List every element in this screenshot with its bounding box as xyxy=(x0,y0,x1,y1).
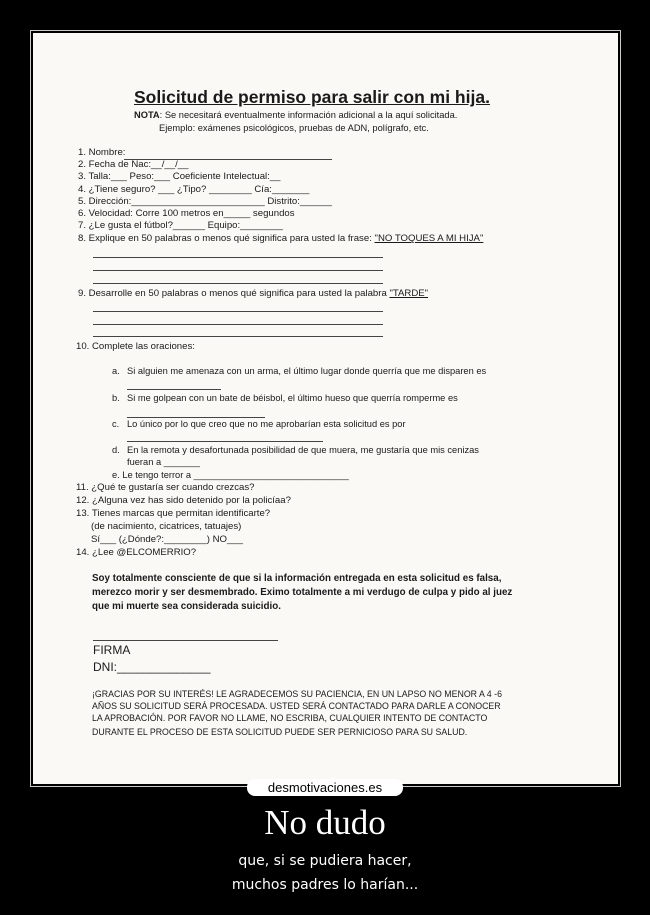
answer-line xyxy=(93,257,383,258)
declaration-line: merezco morir y ser desmembrado. Eximo totalmente a mi verdugo de culpa y pido al juez xyxy=(92,587,513,598)
item-9-text: 9. Desarrolle en 50 palabras o menos qué significa para usted la palabra xyxy=(78,288,387,299)
site-watermark: desmotivaciones.es xyxy=(247,779,403,796)
answer-line xyxy=(127,417,265,418)
item-8-phrase: "NO TOQUES A MI HIJA" xyxy=(374,233,484,244)
caption-title: No dudo xyxy=(264,803,386,842)
item-velocidad: 6. Velocidad: Corre 100 metros en_____ segundos xyxy=(78,208,295,219)
item-10a: Si alguien me amenaza con un arma, el último lugar donde querría que me disparen es xyxy=(127,366,487,376)
answer-line xyxy=(127,441,323,442)
item-direccion: 5. Dirección:_________________________ Distrito:______ xyxy=(78,196,332,207)
answer-line xyxy=(93,324,383,325)
answer-line xyxy=(127,389,221,390)
nota-line xyxy=(134,110,457,120)
signature-line xyxy=(93,640,278,641)
declaration-line: que mi muerte sea considerada suicidio. xyxy=(92,601,281,612)
item-10c: Lo único por lo que creo que no me aprobarían esta solicitud es por xyxy=(127,419,406,429)
closing-line: ¡GRACIAS POR SU INTERÉS! LE AGRADECEMOS SU PACIENCIA, EN UN LAPSO NO MENOR A 4 -6 xyxy=(92,689,502,699)
item-futbol: 7. ¿Le gusta el fútbol?______ Equipo:________ xyxy=(78,220,283,231)
item-8-text: 8. Explique en 50 palabras o menos qué significa para usted la frase: xyxy=(78,233,372,244)
form-paper xyxy=(33,33,618,784)
item-talla: 3. Talla:___ Peso:___ Coeficiente Intelectual:__ xyxy=(78,171,281,182)
item-9 xyxy=(78,288,428,299)
item-seguro: 4. ¿Tiene seguro? ___ ¿Tipo? ________ Cía:_______ xyxy=(78,184,310,195)
form-title: Solicitud de permiso para salir con mi hija. xyxy=(134,87,490,107)
answer-line xyxy=(93,270,383,271)
caption-line-1: que, si se pudiera hacer, xyxy=(238,853,412,869)
item-12: 12. ¿Alguna vez has sido detenido por la policíaa? xyxy=(76,495,291,506)
declaration-line: Soy totalmente consciente de que si la información entregada en esta solicitud es falsa, xyxy=(92,573,502,584)
item-10d-line1: En la remota y desafortunada posibilidad de que muera, me gustaría que mis cenizas xyxy=(127,445,479,455)
closing-line: DURANTE EL PROCESO DE ESTA SOLICITUD PUEDE SER PERNICIOSO PARA SU SALUD. xyxy=(92,727,468,737)
item-10d-letter: d. xyxy=(112,445,120,455)
item-10b-letter: b. xyxy=(112,393,120,403)
item-10: 10. Complete las oraciones: xyxy=(76,341,195,352)
item-nombre: 1. Nombre: xyxy=(78,147,126,158)
answer-line xyxy=(93,336,383,337)
caption-line-2: muchos padres lo harían... xyxy=(231,877,419,893)
item-10b: Si me golpean con un bate de béisbol, el último hueso que querría romperme es xyxy=(127,393,458,403)
answer-line xyxy=(93,283,383,284)
item-13-note: (de nacimiento, cicatrices, tatuajes) xyxy=(91,521,242,532)
item-10e: e. Le tengo terror a ______________________________ xyxy=(112,470,349,480)
answer-line xyxy=(93,311,383,312)
dni-field: DNI:______________ xyxy=(93,660,211,674)
item-11: 11. ¿Qué te gustaría ser cuando crezcas? xyxy=(76,482,255,493)
ejemplo-line: Ejemplo: exámenes psicológicos, pruebas de ADN, polígrafo, etc. xyxy=(159,123,429,133)
item-10d-line2: fueran a _______ xyxy=(127,457,200,467)
nota-text: : Se necesitará eventualmente información adicional a la aquí solicitada. xyxy=(159,110,458,120)
item-13-options: Sí___ (¿Dónde?:________) NO___ xyxy=(91,534,244,545)
firma-label: FIRMA xyxy=(93,643,131,657)
item-8 xyxy=(78,233,483,244)
item-14: 14. ¿Lee @ELCOMERRIO? xyxy=(76,547,197,558)
item-10a-letter: a. xyxy=(112,366,120,376)
closing-line: LA APROBACIÓN. POR FAVOR NO LLAME, NO ESCRIBA, CUALQUIER INTENTO DE CONTACTO xyxy=(92,713,488,723)
item-fecha: 2. Fecha de Nac:__/__/__ xyxy=(78,159,189,170)
closing-line: AÑOS SU SOLICITUD SERÁ PROCESADA. USTED SERÁ CONTACTADO PARA DARLE A CONOCER xyxy=(92,701,501,711)
item-13: 13. Tienes marcas que permitan identificarte? xyxy=(76,508,271,519)
item-9-word: "TARDE" xyxy=(389,288,429,299)
poster-frame xyxy=(30,30,621,787)
nota-label: NOTA xyxy=(134,110,160,120)
item-10c-letter: c. xyxy=(112,419,120,429)
